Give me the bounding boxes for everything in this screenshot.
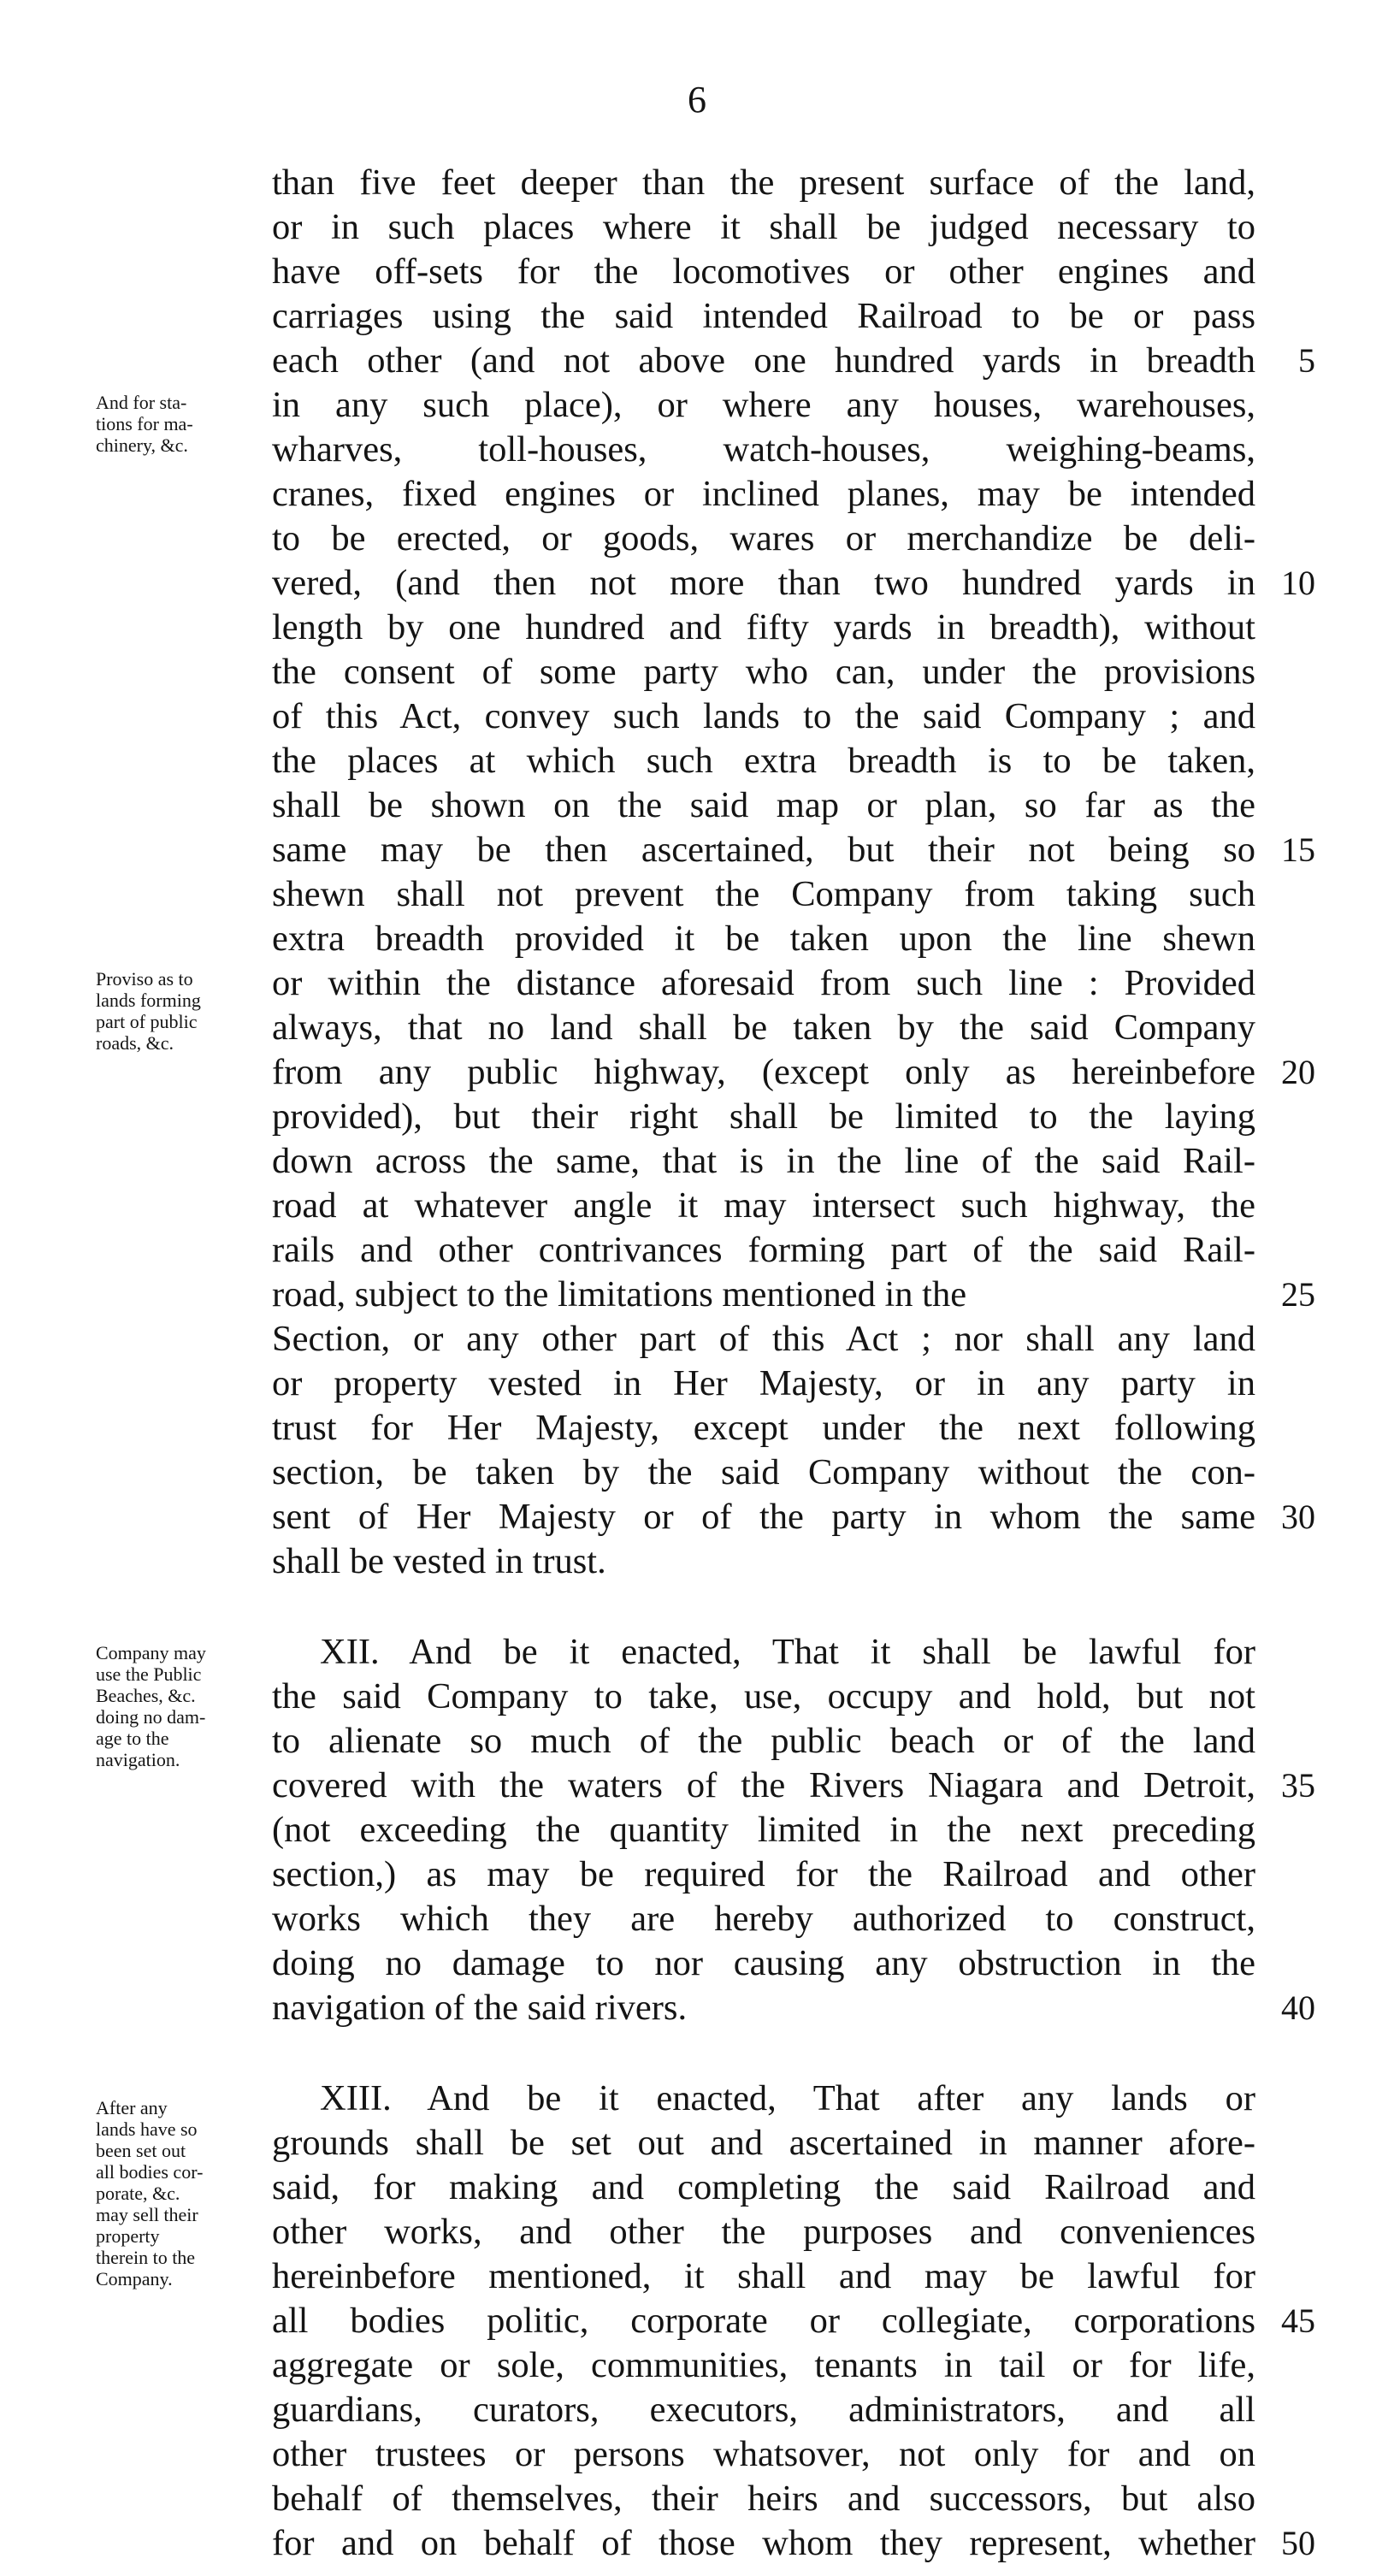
text-line: works which they are hereby authorized to construct, — [272, 1899, 1255, 1939]
text-line: doing no damage to nor causing any obstruction in the — [272, 1943, 1255, 1983]
margin-note-line: Beaches, &c. — [96, 1685, 196, 1706]
text-line: to alienate so much of the public beach or of the land — [272, 1721, 1255, 1761]
text-line: other works, and other the purposes and conveniences — [272, 2212, 1255, 2252]
text-line: trust for Her Majesty, except under the next following — [272, 1408, 1255, 1448]
text-line: extra breadth provided it be taken upon the line shewn — [272, 919, 1255, 959]
margin-note-line: therein to the — [96, 2247, 196, 2268]
text-line: hereinbefore mentioned, it shall and may be lawful for — [272, 2256, 1255, 2296]
margin-note-line: lands forming — [96, 990, 201, 1011]
line-number: 15 — [1281, 830, 1315, 869]
margin-note-after — [96, 2097, 267, 2289]
text-line: shall be shown on the said map or plan, so far as the — [272, 785, 1255, 825]
text-line: rails and other contrivances forming part of the said Rail- — [272, 1230, 1255, 1270]
text-line: navigation of the said rivers. — [272, 1988, 688, 2028]
margin-note-line: Company may — [96, 1642, 206, 1663]
text-line: all bodies politic, corporate or collegiate, corporations — [272, 2301, 1255, 2341]
text-line: shall be vested in trust. — [272, 1541, 606, 1581]
text-line: the consent of some party who can, under the provisions — [272, 652, 1255, 692]
margin-note-proviso — [96, 968, 267, 1054]
text-line: of this Act, convey such lands to the said Company ; and — [272, 696, 1255, 736]
line-number: 40 — [1281, 1988, 1315, 2027]
text-line: the places at which such extra breadth is to be taken, — [272, 741, 1255, 781]
line-number: 45 — [1281, 2301, 1315, 2340]
text-line: road at whatever angle it may intersect such highway, the — [272, 1185, 1255, 1226]
line-number: 25 — [1281, 1275, 1315, 1314]
text-line: shewn shall not prevent the Company from taking such — [272, 874, 1255, 914]
text-line: other trustees or persons whatsover, not only for and on — [272, 2434, 1255, 2474]
text-line: section, be taken by the said Company without the con- — [272, 1452, 1255, 1492]
text-line: or in such places where it shall be judged necessary to — [272, 207, 1255, 247]
line-number: 20 — [1281, 1053, 1315, 1091]
text-line: length by one hundred and fifty yards in breadth), without — [272, 607, 1255, 647]
text-line: (not exceeding the quantity limited in the next preceding — [272, 1810, 1255, 1850]
text-line: aggregate or sole, communities, tenants in tail or for life, — [272, 2345, 1255, 2385]
margin-note-line: property — [96, 2225, 160, 2247]
text-line: covered with the waters of the Rivers Niagara and Detroit, — [272, 1765, 1255, 1805]
text-line: provided), but their right shall be limited to the laying — [272, 1096, 1255, 1137]
margin-note-line: And for sta- — [96, 392, 187, 413]
text-line: in any such place), or where any houses, warehouses, — [272, 385, 1255, 425]
margin-note-line: lands have so — [96, 2118, 198, 2140]
margin-note-line: roads, &c. — [96, 1032, 174, 1054]
line-number: 10 — [1281, 564, 1315, 602]
margin-note-beaches — [96, 1642, 267, 1770]
text-line: same may be then ascertained, but their not being so — [272, 830, 1255, 870]
margin-note-line: After any — [96, 2097, 168, 2118]
margin-note-line: part of public — [96, 1011, 198, 1032]
line-number: 30 — [1281, 1498, 1315, 1536]
margin-note-line: all bodies cor- — [96, 2161, 204, 2183]
text-line: XII. And be it enacted, That it shall be lawful for — [320, 1632, 1255, 1672]
margin-note-line: Proviso as to — [96, 968, 193, 990]
margin-note-line: may sell their — [96, 2204, 198, 2225]
text-line: road, subject to the limitations mentioned in the — [272, 1274, 967, 1315]
text-line: or property vested in Her Majesty, or in any party in — [272, 1363, 1255, 1403]
margin-note-line: navigation. — [96, 1749, 180, 1770]
text-line: down across the same, that is in the line of the said Rail- — [272, 1141, 1255, 1181]
text-line: the said Company to take, use, occupy and hold, but not — [272, 1676, 1255, 1716]
text-line: cranes, fixed engines or inclined planes, may be intended — [272, 474, 1255, 514]
line-number: 35 — [1281, 1766, 1315, 1805]
margin-note-line: been set out — [96, 2140, 186, 2161]
margin-note-line: use the Public — [96, 1663, 202, 1685]
text-line: each other (and not above one hundred yards in breadth — [272, 340, 1255, 381]
margin-note-line: age to the — [96, 1728, 169, 1749]
text-line: or within the distance aforesaid from such line : Provided — [272, 963, 1255, 1003]
text-line: vered, (and then not more than two hundred yards in — [272, 563, 1255, 603]
text-line: carriages using the said intended Railroad to be or pass — [272, 296, 1255, 336]
text-line: behalf of themselves, their heirs and successors, but also — [272, 2479, 1255, 2519]
text-line: for and on behalf of those whom they represent, whether — [272, 2523, 1255, 2563]
line-number: 50 — [1281, 2524, 1315, 2562]
margin-note-line: doing no dam- — [96, 1706, 206, 1728]
text-line: from any public highway, (except only as hereinbefore — [272, 1052, 1255, 1092]
text-line: XIII. And be it enacted, That after any lands or — [320, 2078, 1255, 2118]
text-line: Section, or any other part of this Act ; nor shall any land — [272, 1319, 1255, 1359]
text-line: grounds shall be set out and ascertained in manner afore- — [272, 2123, 1255, 2163]
margin-note-line: chinery, &c. — [96, 434, 188, 456]
text-line: wharves, toll-houses, watch-houses, weighing-beams, — [272, 429, 1255, 470]
text-line: sent of Her Majesty or of the party in whom the same — [272, 1497, 1255, 1537]
margin-note-line: Company. — [96, 2268, 173, 2289]
margin-note-line: tions for ma- — [96, 413, 193, 434]
text-line: said, for making and completing the said Railroad and — [272, 2167, 1255, 2207]
line-number: 5 — [1298, 341, 1315, 380]
margin-note-line: porate, &c. — [96, 2183, 180, 2204]
text-line: to be erected, or goods, wares or merchandize be deli- — [272, 518, 1255, 558]
text-line: section,) as may be required for the Railroad and other — [272, 1854, 1255, 1894]
text-line: guardians, curators, executors, administrators, and all — [272, 2390, 1255, 2430]
page-number: 6 — [688, 79, 706, 121]
text-line: than five feet deeper than the present surface of the land, — [272, 162, 1255, 203]
margin-note-stations — [96, 392, 267, 456]
text-line: always, that no land shall be taken by the said Company — [272, 1007, 1255, 1048]
text-line: have off-sets for the locomotives or other engines and — [272, 251, 1255, 292]
